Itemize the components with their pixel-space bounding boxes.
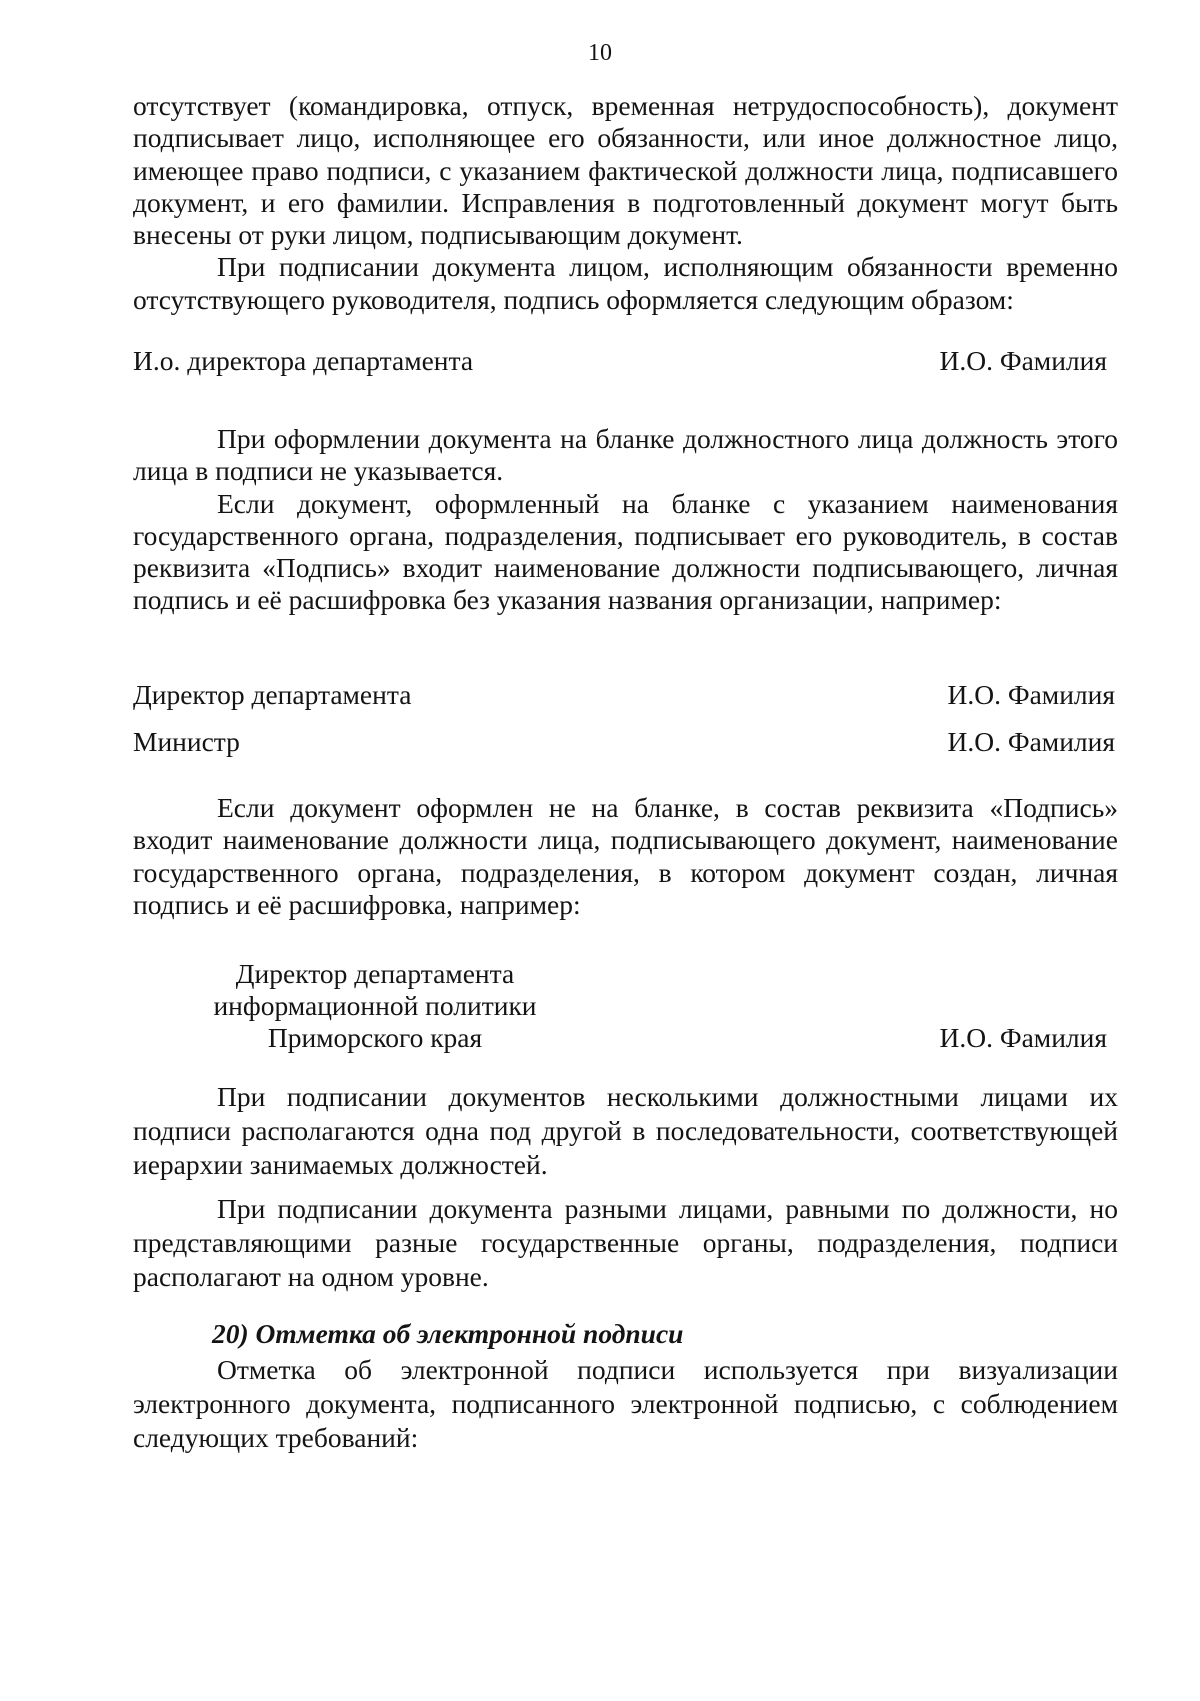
paragraph: При подписании документа лицом, исполняющим обязанности временно отсутствующего руководителя, подпись оформляется следующим образом:: [133, 251, 1118, 315]
signature-name: И.О. Фамилия: [947, 726, 1115, 757]
signature-position-line: Директор департамента: [235, 958, 515, 989]
signature-title: И.о. директора департамента: [133, 345, 474, 376]
text-block-1: [133, 90, 1118, 316]
text-block-4: [133, 1080, 1118, 1294]
text-block-3: [133, 792, 1118, 921]
paragraph: При подписании документов несколькими должностными лицами их подписи располагаются одна под другой в последовательности, соответствующей иерархии занимаемых должностей.: [133, 1081, 1118, 1180]
paragraph: Если документ оформлен не на бланке, в состав реквизита «Подпись» входит наименование должности лица, подписывающего документ, наименование государственного органа, подразделения, в котором документ создан, личная подпись и её расшифровка, например:: [133, 792, 1118, 920]
text-block-2: [133, 423, 1118, 617]
signature-name: И.О. Фамилия: [947, 679, 1115, 710]
section-heading: 20) Отметка об электронной подписи: [212, 1318, 684, 1349]
signature-example-position-block: [195, 958, 555, 1054]
paragraph: При подписании документа разными лицами, равными по должности, но представляющими разные государственные органы, подразделения, подписи располагают на одном уровне.: [133, 1193, 1118, 1292]
page-number: 10: [588, 40, 612, 66]
signature-position-line: информационной политики: [213, 990, 537, 1021]
text-block-5: [133, 1353, 1118, 1455]
signature-title: Министр: [133, 726, 240, 757]
paragraph: Если документ, оформленный на бланке с указанием наименования государственного органа, подразделения, подписывает его руководитель, в состав реквизита «Подпись» входит наименование должности подписывающего, личная подпись и её расшифровка без указания названия организации, например:: [133, 487, 1118, 616]
paragraph: отсутствует (командировка, отпуск, временная нетрудоспособность), документ подписывает лицо, исполняющее его обязанности, или иное должностное лицо, имеющее право подписи, с указанием фактической должности лица, подписавшего документ, и его фамилии. Исправления в подготовленный документ могут быть внесены от руки лицом, подписывающим документ.: [133, 90, 1118, 251]
signature-position-line: Приморского края: [267, 1022, 483, 1053]
signature-name: И.О. Фамилия: [939, 1022, 1107, 1053]
signature-name: И.О. Фамилия: [939, 345, 1107, 376]
paragraph: При оформлении документа на бланке должностного лица должность этого лица в подписи не указывается.: [133, 423, 1118, 487]
signature-title: Директор департамента: [133, 679, 412, 710]
paragraph: Отметка об электронной подписи используется при визуализации электронного документа, подписанного электронной подписью, с соблюдением следующих требований:: [133, 1354, 1118, 1453]
